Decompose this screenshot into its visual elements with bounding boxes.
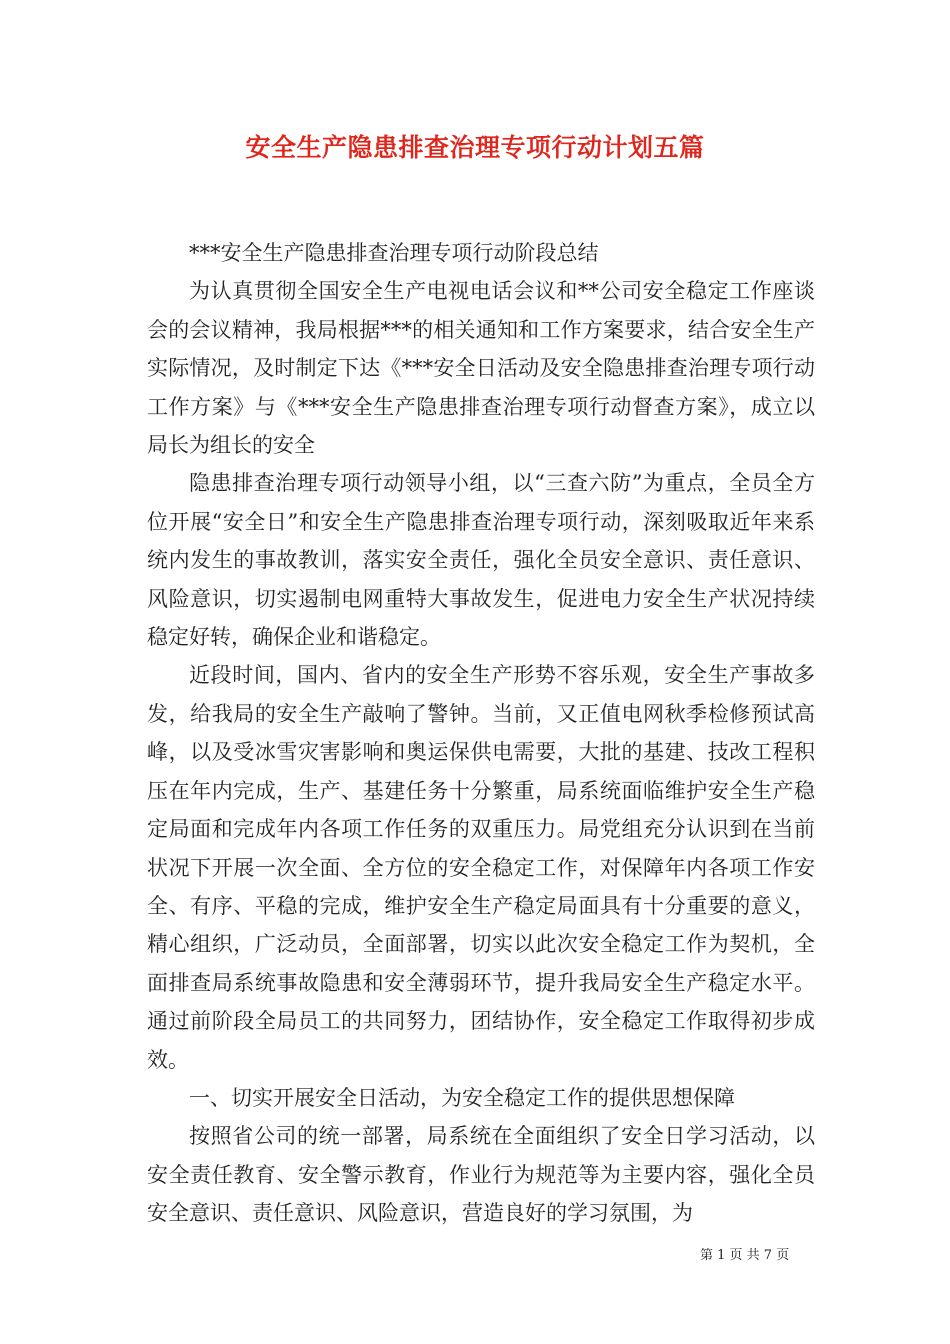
paragraph: 为认真贯彻全国安全生产电视电话会议和**公司安全稳定工作座谈会的会议精神，我局根据***的相关通知和工作方案要求，结合安全生产实际情况，及时制定下达《***安全日活动及安全隐患排查治理专项行动工作方案》与《***安全生产隐患排查治理专项行动督查方案》，成立以局长为组长的安全 (147, 279, 815, 458)
page-number: 第 1 页 共 7 页 (700, 1248, 790, 1263)
paragraph: 近段时间，国内、省内的安全生产形势不容乐观，安全生产事故多发，给我局的安全生产敲响了警钟。当前，又正值电网秋季检修预试高峰，以及受冰雪灾害影响和奥运保供电需要，大批的基建、技改工程积压在年内完成，生产、基建任务十分繁重，局系统面临维护安全生产稳定局面和完成年内各项工作任务的双重压力。局党组充分认识到在当前状况下开展一次全面、全方位的安全稳定工作，对保障年内各项工作安全、有序、平稳的完成，维护安全生产稳定局面具有十分重要的意义，精心组织，广泛动员，全面部署，切实以此次安全稳定工作为契机，全面排查局系统事故隐患和安全薄弱环节，提升我局安全生产稳定水平。通过前阶段全局员工的共同努力，团结协作，安全稳定工作取得初步成效。 (147, 663, 815, 1072)
section-heading: ***安全生产隐患排查治理专项行动阶段总结 (189, 241, 599, 265)
document-body (147, 234, 815, 1233)
section-heading: 一、切实开展安全日活动，为安全稳定工作的提供思想保障 (189, 1085, 735, 1110)
paragraph: 按照省公司的统一部署，局系统在全面组织了安全日学习活动，以安全责任教育、安全警示教育，作业行为规范等为主要内容，强化全员安全意识、责任意识、风险意识，营造良好的学习氛围，为 (147, 1124, 815, 1226)
document-title: 安全生产隐患排查治理专项行动计划五篇 (245, 133, 705, 162)
paragraph: 隐患排查治理专项行动领导小组，以“三查六防”为重点，全员全方位开展“安全日”和安全生产隐患排查治理专项行动，深刻吸取近年来系统内发生的事故教训，落实安全责任，强化全员安全意识、责任意识、风险意识，切实遏制电网重特大事故发生，促进电力安全生产状况持续稳定好转，确保企业和谐稳定。 (147, 471, 815, 650)
